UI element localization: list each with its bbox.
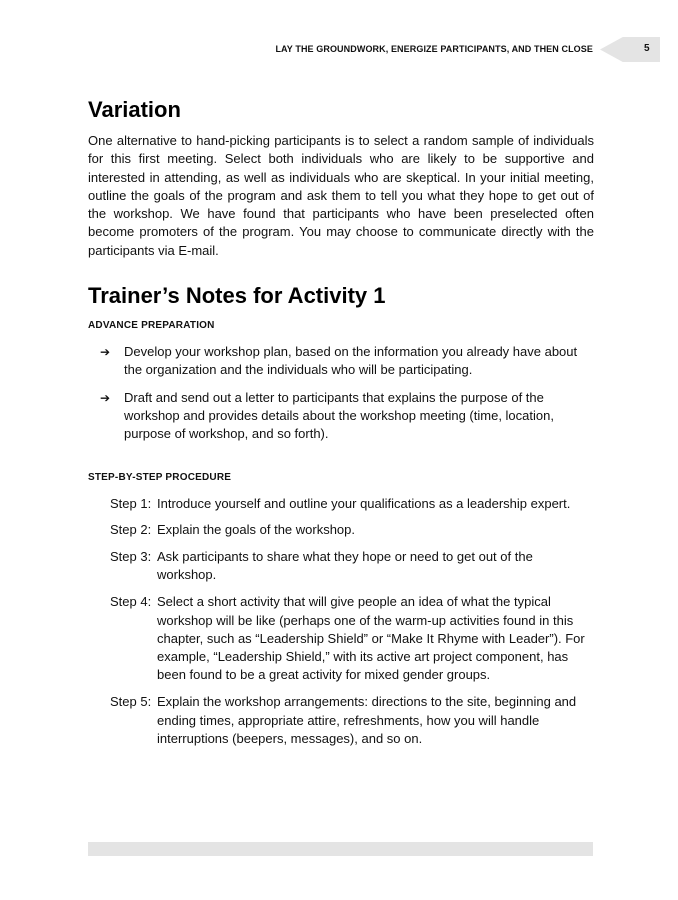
step-item <box>88 521 594 539</box>
trainers-notes-heading: Trainer’s Notes for Activity 1 <box>88 283 386 309</box>
step-item <box>88 548 594 585</box>
procedure-heading: STEP-BY-STEP PROCEDURE <box>88 471 232 483</box>
step-item <box>88 593 594 684</box>
step-item <box>88 693 594 748</box>
step-label: Step 3: <box>110 549 152 565</box>
step-label: Step 5: <box>110 694 152 710</box>
list-item <box>88 343 594 380</box>
procedure-steps <box>88 495 594 749</box>
variation-heading: Variation <box>88 97 181 122</box>
page-content <box>88 96 594 757</box>
list-item <box>88 389 594 444</box>
step-text: Explain the workshop arrangements: directions to the site, beginning and ending times, appropriate attire, refreshments, how you will handle interruptions (beepers, messages), and so on. <box>157 694 577 746</box>
page-number: 5 <box>644 43 650 54</box>
step-item <box>88 495 594 513</box>
step-label: Step 1: <box>110 495 152 511</box>
step-label: Step 4: <box>110 594 152 610</box>
list-item-text: Draft and send out a letter to participants that explains the purpose of the workshop and provides details about the workshop meeting (time, location, purpose of workshop, and so forth). <box>124 389 554 442</box>
step-text: Ask participants to share what they hope or need to get out of the workshop. <box>157 549 533 583</box>
step-label: Step 2: <box>110 522 152 538</box>
footer-bar <box>88 842 593 856</box>
step-text: Introduce yourself and outline your qualifications as a leadership expert. <box>157 495 571 511</box>
advance-preparation-heading: ADVANCE PREPARATION <box>88 320 215 332</box>
arrow-bullet-icon: ➔ <box>100 345 111 360</box>
variation-paragraph: One alternative to hand-picking participants is to select a random sample of individuals for this first meeting. Select both individuals who are likely to be supportive and interested in attending, as well as individuals who are skeptical. In your initial meeting, outline the goals of the program and ask them to tell you what they hope to get out of the workshop. We have found that participants who have been preselected often become promoters of the program. You may choose to communicate directly with the participants via E-mail. <box>88 133 594 258</box>
running-head: LAY THE GROUNDWORK, ENERGIZE PARTICIPANTS, AND THEN CLOSE <box>275 44 593 54</box>
page-number-tab <box>600 37 660 62</box>
step-text: Explain the goals of the workshop. <box>157 522 356 538</box>
advance-preparation-list <box>88 343 594 443</box>
arrow-bullet-icon: ➔ <box>100 390 111 405</box>
step-text: Select a short activity that will give people an idea of what the typical workshop will be like (perhaps one of the warm-up activities found in this chapter, such as “Leadership Shield” or “Make It Rhyme with Leader”). For example, “Leadership Shield,” with its active art project component, has been found to be a great activity for mixed gender groups. <box>157 594 585 683</box>
list-item-text: Develop your workshop plan, based on the information you already have about the organization and the individuals who will be participating. <box>124 344 578 378</box>
